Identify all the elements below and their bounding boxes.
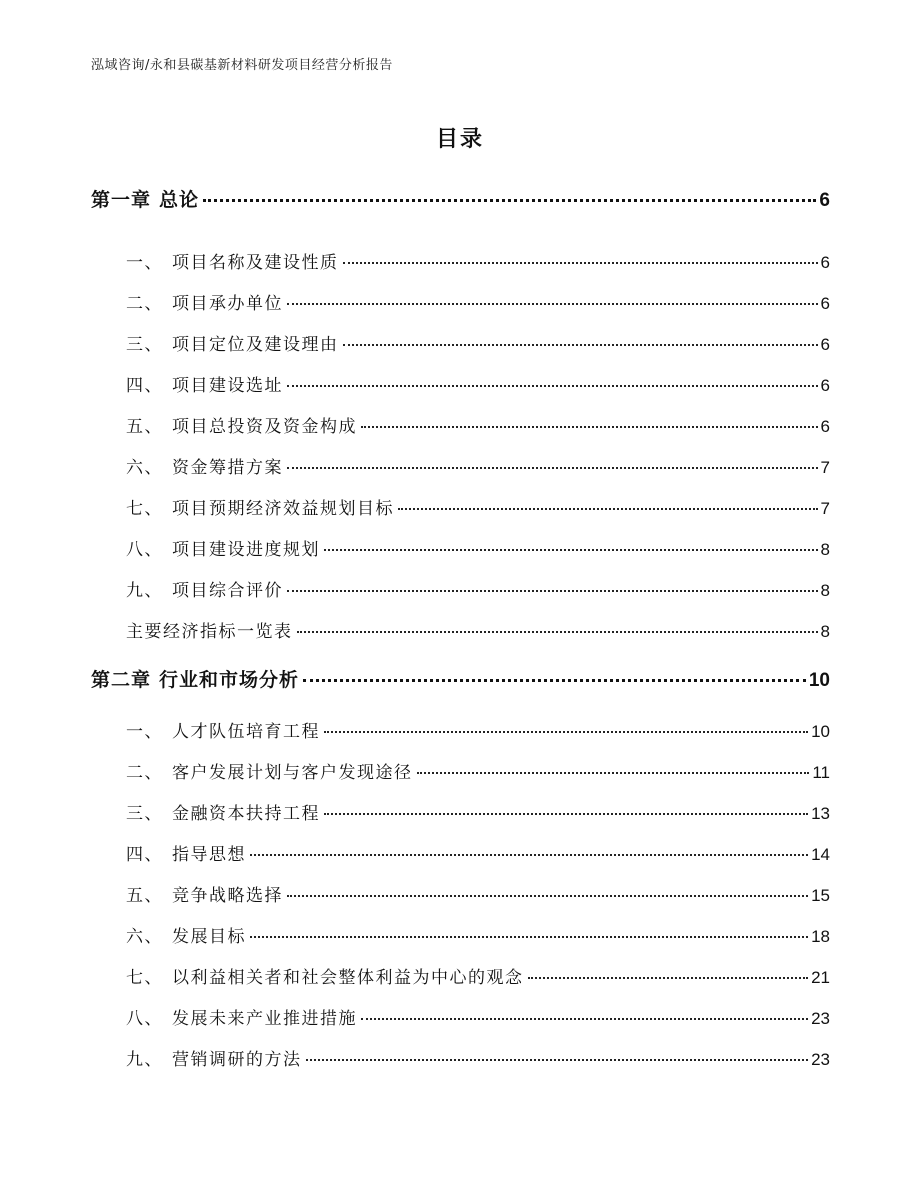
toc-page-number: 6 xyxy=(820,294,830,313)
toc-entry-title xyxy=(126,330,339,355)
toc-entry-title xyxy=(126,922,246,947)
toc-entry[interactable] xyxy=(126,453,830,478)
toc-entry-label: 营销调研的方法 xyxy=(172,1050,302,1070)
toc-entry-label: 项目综合评价 xyxy=(172,581,283,601)
toc-chapter-2[interactable] xyxy=(91,665,830,692)
toc-entry-label: 项目建设进度规划 xyxy=(172,540,320,560)
dot-leader xyxy=(287,895,808,897)
toc-chapter-label: 总论 xyxy=(159,189,200,211)
toc-entry[interactable] xyxy=(126,289,830,314)
toc-entry-number: 二、 xyxy=(126,763,163,783)
dot-leader xyxy=(306,1059,809,1061)
toc-entry-title xyxy=(126,717,320,742)
toc-entry-number: 四、 xyxy=(126,376,163,396)
dot-leader xyxy=(361,1018,808,1020)
toc-entry-number: 八、 xyxy=(126,540,163,560)
toc-entry[interactable] xyxy=(126,963,830,988)
toc-page-number: 10 xyxy=(808,670,830,691)
toc-entry-label: 主要经济指标一览表 xyxy=(126,622,293,642)
toc-page-number: 21 xyxy=(811,968,830,987)
toc-chapter-label: 行业和市场分析 xyxy=(159,669,300,691)
toc-entry-title xyxy=(126,576,283,601)
toc-entry-number: 五、 xyxy=(126,417,163,437)
page-title: 目录 xyxy=(435,127,484,152)
toc-entry-title xyxy=(126,617,293,642)
dot-leader xyxy=(250,936,808,938)
toc-entry[interactable] xyxy=(126,881,830,906)
dot-leader xyxy=(343,344,818,346)
toc-entry-number: 七、 xyxy=(126,968,163,988)
toc-chapter-title xyxy=(91,665,299,692)
toc-entry-label: 项目承办单位 xyxy=(172,294,283,314)
toc-entry-number: 一、 xyxy=(126,722,163,742)
toc-entry-number: 四、 xyxy=(126,845,163,865)
toc-page-number: 6 xyxy=(820,335,830,354)
toc-entry-label: 项目预期经济效益规划目标 xyxy=(172,499,394,519)
toc-page-number: 11 xyxy=(812,763,830,782)
toc-entry[interactable] xyxy=(126,922,830,947)
toc-entry[interactable] xyxy=(126,412,830,437)
toc-entry-number: 八、 xyxy=(126,1009,163,1029)
toc-entry-title xyxy=(126,248,339,273)
running-header: 泓域咨询/永和县碳基新材料研发项目经营分析报告 xyxy=(91,58,393,73)
dot-leader xyxy=(398,508,818,510)
dot-leader xyxy=(361,426,818,428)
toc-page-number: 6 xyxy=(820,376,830,395)
toc-entry[interactable] xyxy=(126,535,830,560)
toc-entry-number: 三、 xyxy=(126,804,163,824)
toc-entry-label: 项目名称及建设性质 xyxy=(172,253,339,273)
toc-page-number: 7 xyxy=(820,499,830,518)
toc-entry[interactable] xyxy=(126,371,830,396)
toc-entry[interactable] xyxy=(126,617,830,642)
toc-entry-label: 人才队伍培育工程 xyxy=(172,722,320,742)
toc-entry-number: 三、 xyxy=(126,335,163,355)
toc-entry[interactable] xyxy=(126,576,830,601)
toc-page-number: 15 xyxy=(811,886,830,905)
toc-entry-title xyxy=(126,371,283,396)
toc-entry-title xyxy=(126,758,413,783)
toc-entry-label: 客户发展计划与客户发现途径 xyxy=(172,763,413,783)
toc-entry-label: 项目定位及建设理由 xyxy=(172,335,339,355)
toc-entry-number: 二、 xyxy=(126,294,163,314)
dot-leader xyxy=(287,385,818,387)
toc-entry-number: 七、 xyxy=(126,499,163,519)
toc-page-number: 23 xyxy=(811,1050,830,1069)
dot-leader xyxy=(303,679,806,682)
toc-entry-title xyxy=(126,1004,357,1029)
toc-page-number: 7 xyxy=(820,458,830,477)
toc-entry-number: 九、 xyxy=(126,581,163,601)
toc-entry-title xyxy=(126,289,283,314)
toc-entry-number: 六、 xyxy=(126,927,163,947)
toc-entry-title xyxy=(126,412,357,437)
dot-leader xyxy=(528,977,809,979)
toc-entry-title xyxy=(126,840,246,865)
dot-leader xyxy=(297,631,818,633)
toc-entry-number: 六、 xyxy=(126,458,163,478)
toc-entry-number: 五、 xyxy=(126,886,163,906)
toc-page-number: 8 xyxy=(820,622,830,641)
toc-page-number: 13 xyxy=(811,804,830,823)
toc-entry-label: 发展目标 xyxy=(172,927,246,947)
toc-entry-label: 金融资本扶持工程 xyxy=(172,804,320,824)
toc-page-number: 6 xyxy=(820,253,830,272)
toc-entry-label: 资金筹措方案 xyxy=(172,458,283,478)
dot-leader xyxy=(287,303,818,305)
toc-entry-label: 项目总投资及资金构成 xyxy=(172,417,357,437)
toc-entry[interactable] xyxy=(126,494,830,519)
toc-entry-title xyxy=(126,963,524,988)
toc-entry-label: 发展未来产业推进措施 xyxy=(172,1009,357,1029)
toc-entry[interactable] xyxy=(126,758,830,783)
toc-entry-label: 项目建设选址 xyxy=(172,376,283,396)
toc-entry-title xyxy=(126,494,394,519)
toc-page-number: 8 xyxy=(820,581,830,600)
toc-entry-label: 以利益相关者和社会整体利益为中心的观念 xyxy=(172,968,524,988)
toc-entry-title xyxy=(126,453,283,478)
dot-leader xyxy=(343,262,818,264)
toc-chapter-number: 第一章 xyxy=(91,189,152,211)
dot-leader xyxy=(324,813,808,815)
toc-entry-title xyxy=(126,1045,302,1070)
toc-entry-title xyxy=(126,535,320,560)
dot-leader xyxy=(203,199,816,202)
toc-entry-label: 指导思想 xyxy=(172,845,246,865)
toc-entry-number: 一、 xyxy=(126,253,163,273)
dot-leader xyxy=(417,772,810,774)
toc-entry[interactable] xyxy=(126,248,830,273)
dot-leader xyxy=(287,590,818,592)
toc-page-number: 14 xyxy=(811,845,830,864)
toc-chapter-title xyxy=(91,185,199,212)
toc-entry-title xyxy=(126,799,320,824)
toc-page-number: 10 xyxy=(811,722,830,741)
toc-page-number: 18 xyxy=(811,927,830,946)
toc-entry[interactable] xyxy=(126,717,830,742)
toc-entry[interactable] xyxy=(126,840,830,865)
toc-entry-number: 九、 xyxy=(126,1050,163,1070)
toc-entry[interactable] xyxy=(126,1004,830,1029)
toc-entry[interactable] xyxy=(126,1045,830,1070)
toc-entry[interactable] xyxy=(126,330,830,355)
toc-chapter-number: 第二章 xyxy=(91,669,152,691)
toc-chapter-1[interactable] xyxy=(91,185,830,212)
dot-leader xyxy=(287,467,818,469)
toc-page-number: 23 xyxy=(811,1009,830,1028)
toc-entry-title xyxy=(126,881,283,906)
dot-leader xyxy=(250,854,808,856)
dot-leader xyxy=(324,549,818,551)
toc-page-number: 8 xyxy=(820,540,830,559)
toc-entry-label: 竞争战略选择 xyxy=(172,886,283,906)
toc-entry[interactable] xyxy=(126,799,830,824)
toc-page-number: 6 xyxy=(819,190,830,211)
toc-page-number: 6 xyxy=(820,417,830,436)
dot-leader xyxy=(324,731,808,733)
